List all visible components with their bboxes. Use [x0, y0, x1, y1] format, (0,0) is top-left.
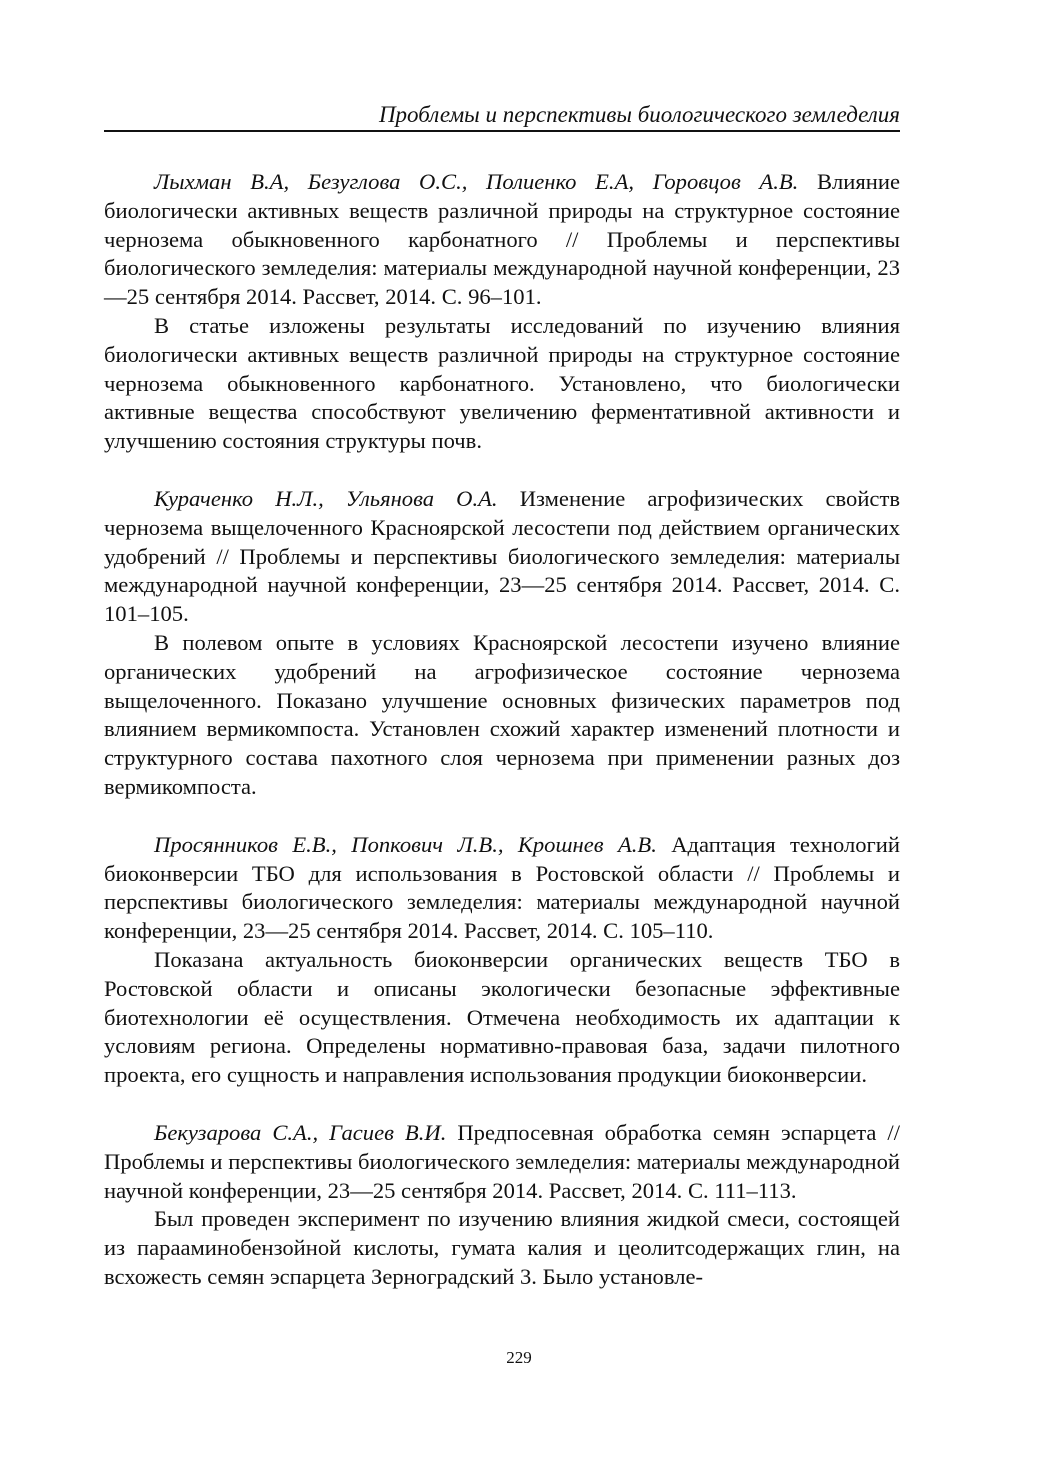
citation-paragraph: [104, 1119, 900, 1205]
abstract-paragraph: В полевом опыте в условиях Красноярской лесостепи изучено влияние органических удобрений на агрофизическое состояние чернозема выщелоченного. Показано улучшение основных физических параметров под влиянием вермикомпоста. Установлен схожий характер изменений плотности и структурного состава пахотного слоя чернозема при применении разных доз вермикомпоста.: [104, 629, 900, 799]
citation-text: Влияние биологически активных веществ различной природы на структурное состояние чернозема обыкновенного карбонатного // Проблемы и перспективы биологического земледелия: материалы международной научной конференции, 23—25 сентября 2014. Рассвет, 2014. С. 96–101.: [104, 169, 901, 310]
abstract-paragraph: Был проведен эксперимент по изучению влияния жидкой смеси, состоящей из парааминобензойной кислоты, гумата калия и цеолитсодержащих глин, на всхожесть семян эспарцета Зерноградский 3. Было установле-: [104, 1206, 900, 1289]
abstract-entry: [104, 1119, 900, 1292]
abstract-paragraph: В статье изложены результаты исследований по изучению влияния биологически активных веществ различной природы на структурное состояние чернозема обыкновенного карбонатного. Установлено, что биологически активные вещества способствуют увеличению ферментативной активности и улучшению состояния структуры почв.: [104, 312, 900, 454]
abstract-paragraph: Показана актуальность биоконверсии органических веществ ТБО в Ростовской области и описаны экологически безопасные эффективные биотехнологии её осуществления. Отмечена необходимость их адаптации к условиям региона. Определены нормативно-правовая база, задачи пилотного проекта, его сущность и направления использования продукции биоконверсии.: [104, 946, 900, 1088]
authors: Просянников Е.В., Попкович Л.В., Крошнев А.В.: [154, 831, 657, 857]
abstract-entry: [104, 485, 900, 802]
authors: Лыхман В.А, Безуглова О.С., Полиенко Е.А, Горовцов А.В.: [154, 169, 799, 194]
citation-text: Изменение агрофизических свойств чернозема выщелоченного Красноярской лесостепи под действием органических удобрений // Проблемы и перспективы биологического земледелия: материалы международной научной конференции, 23—25 сентября 2014. Рассвет, 2014. С. 101–105.: [104, 485, 900, 627]
citation-paragraph: [104, 168, 900, 312]
authors: Кураченко Н.Л., Ульянова О.А.: [154, 485, 498, 511]
abstracts-list: [104, 168, 900, 1321]
running-header: Проблемы и перспективы биологического земледелия: [378, 102, 900, 127]
abstract-entry: [104, 831, 900, 1090]
citation-text: Адаптация технологий биоконверсии ТБО для использования в Ростовской области // Проблемы и перспективы биологического земледелия: материалы международной научной конференции, 23—25 сентября 2014. Рассвет, 2014. С. 105–110.: [104, 831, 900, 944]
abstract-entry: [104, 168, 900, 456]
header-rule: [104, 130, 900, 132]
page-number: 229: [506, 1348, 532, 1367]
citation-paragraph: [104, 831, 900, 946]
authors: Бекузарова С.А., Гасиев В.И.: [154, 1119, 447, 1145]
citation-paragraph: [104, 485, 900, 629]
citation-text: Предпосевная обработка семян эспарцета // Проблемы и перспективы биологического земледелия: материалы международной научной конференции, 23—25 сентября 2014. Рассвет, 2014. С. 111–113.: [104, 1119, 900, 1203]
